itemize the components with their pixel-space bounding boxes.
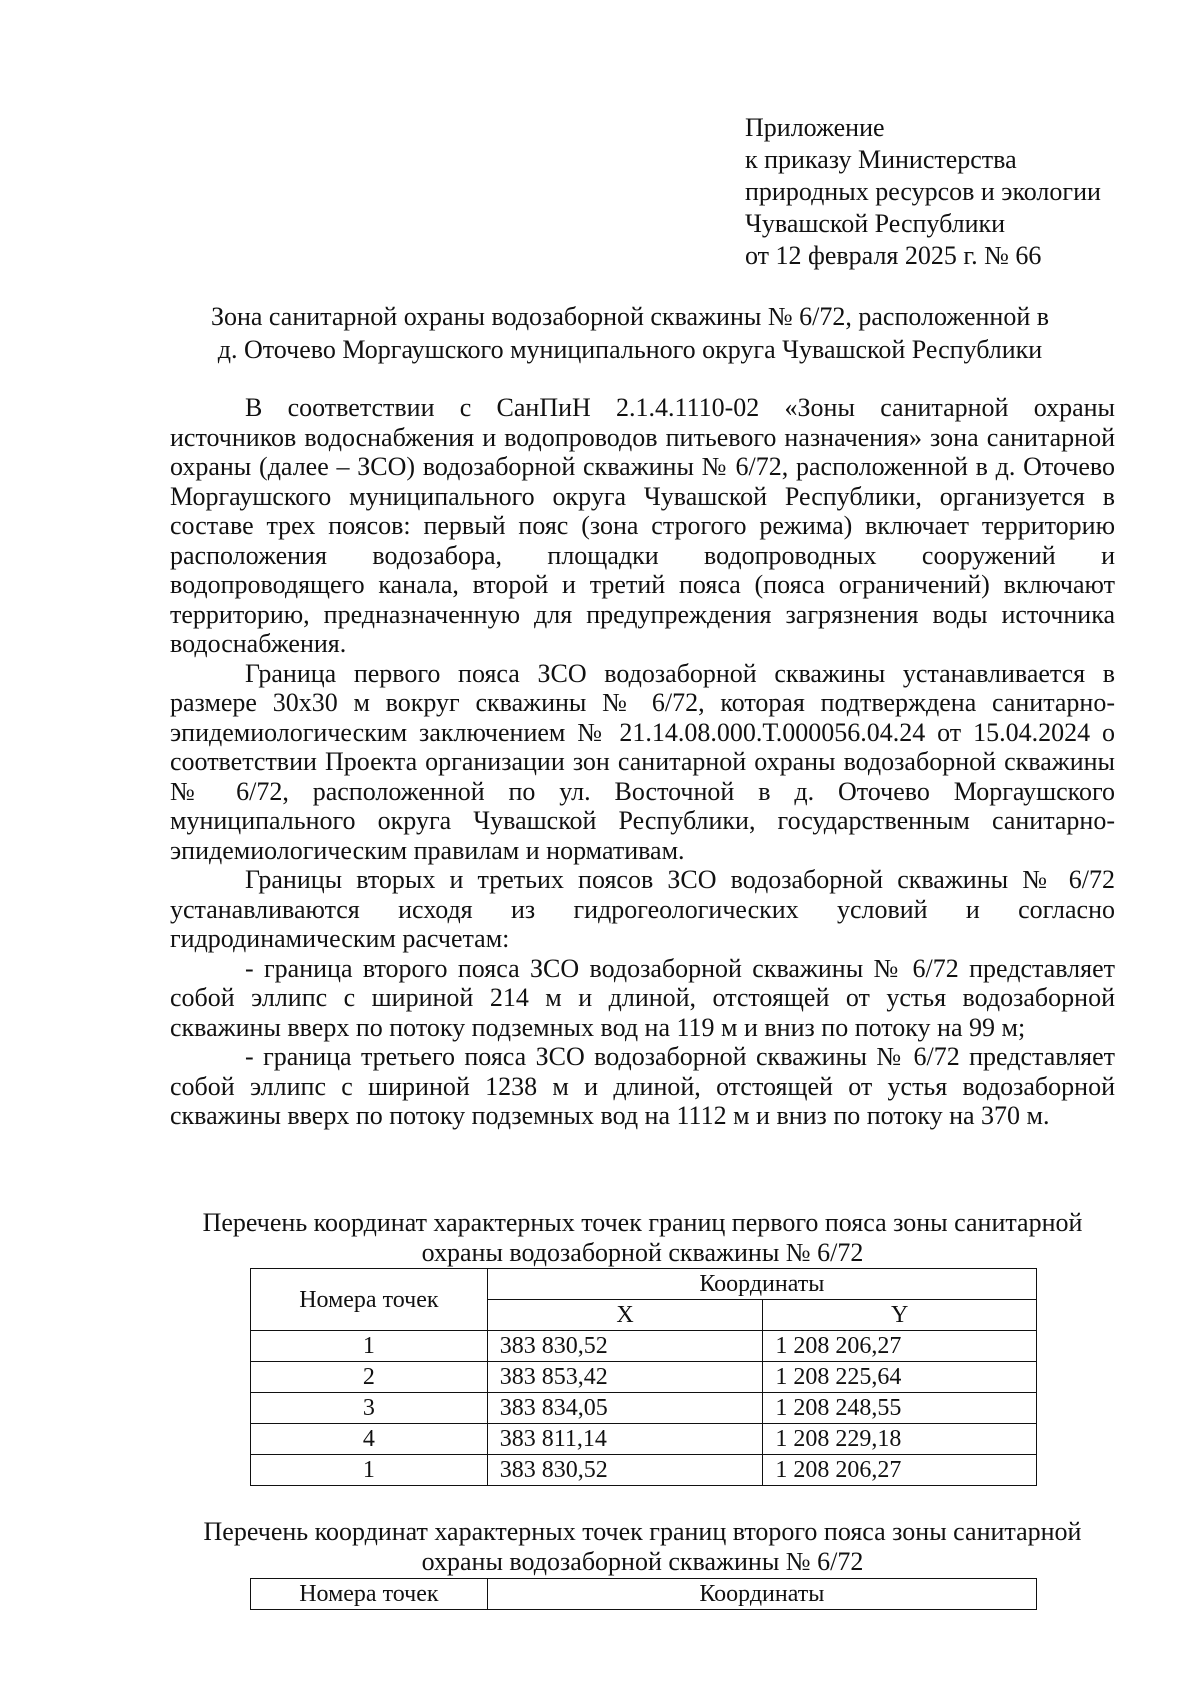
table-row bbox=[251, 1393, 1037, 1424]
coord-x: 383 811,14 bbox=[487, 1424, 763, 1455]
coord-y: 1 208 229,18 bbox=[763, 1424, 1037, 1455]
table-row bbox=[251, 1424, 1037, 1455]
table1-header-y: Y bbox=[763, 1300, 1037, 1331]
paragraph: - граница третьего пояса ЗСО водозаборной скважины № 6/72 представляет собой эллипс с шириной 1238 м и длиной, отстоящей от устья водозаборной скважины вверх по потоку подземных вод на 1112 м и вниз по потоку на 370 м. bbox=[170, 1042, 1115, 1130]
appendix-line: природных ресурсов и экологии bbox=[745, 177, 1101, 206]
appendix-block bbox=[745, 112, 1101, 272]
table2-header-points: Номера точек bbox=[251, 1579, 488, 1610]
coord-x: 383 853,42 bbox=[487, 1362, 763, 1393]
table2-coordinates bbox=[250, 1578, 1037, 1610]
table-row bbox=[251, 1362, 1037, 1393]
appendix-line: Приложение bbox=[745, 113, 885, 142]
table2-caption-line-2: охраны водозаборной скважины № 6/72 bbox=[421, 1547, 864, 1576]
body-text bbox=[170, 393, 1115, 1131]
appendix-line: от 12 февраля 2025 г. № 66 bbox=[745, 241, 1042, 270]
table-row bbox=[251, 1455, 1037, 1486]
document-title bbox=[160, 300, 1100, 366]
paragraph: Граница первого пояса ЗСО водозаборной скважины устанавливается в размере 30х30 м вокруг скважины № 6/72, которая подтверждена санитарно-эпидемиологическим заключением № 21.14.08.000.Т.000056.04.24 от 15.04.2024 о соответствии Проекта организации зон санитарной охраны водозаборной скважины № 6/72, расположенной по ул. Восточной в д. Оточево Моргаушского муниципального округа Чувашской Республики, государственным санитарно-эпидемиологическим правилам и нормативам. bbox=[170, 658, 1115, 865]
appendix-line: к приказу Министерства bbox=[745, 145, 1017, 174]
point-number: 4 bbox=[251, 1424, 488, 1455]
coord-y: 1 208 225,64 bbox=[763, 1362, 1037, 1393]
table2-caption-line-1: Перечень координат характерных точек границ второго пояса зоны санитарной bbox=[203, 1517, 1082, 1546]
coord-x: 383 830,52 bbox=[487, 1331, 763, 1362]
coord-x: 383 834,05 bbox=[487, 1393, 763, 1424]
paragraph: В соответствии с СанПиН 2.1.4.1110-02 «Зоны санитарной охраны источников водоснабжения и водопроводов питьевого назначения» зона санитарной охраны (далее – ЗСО) водозаборной скважины № 6/72, расположенной в д. Оточево Моргаушского муниципального округа Чувашской Республики, организуется в составе трех поясов: первый пояс (зона строгого режима) включает территорию расположения водозабора, площадки водопроводных сооружений и водопроводящего канала, второй и третий пояса (пояса ограничений) включают территорию, предназначенную для предупреждения загрязнения воды источника водоснабжения. bbox=[170, 393, 1115, 658]
table-row bbox=[251, 1331, 1037, 1362]
title-line-1: Зона санитарной охраны водозаборной скважины № 6/72, расположенной в bbox=[210, 302, 1050, 331]
table1-caption-line-1: Перечень координат характерных точек границ первого пояса зоны санитарной bbox=[202, 1208, 1083, 1237]
table1-header-x: X bbox=[487, 1300, 763, 1331]
table1-caption-line-2: охраны водозаборной скважины № 6/72 bbox=[421, 1238, 864, 1267]
coord-y: 1 208 248,55 bbox=[763, 1393, 1037, 1424]
table2-caption bbox=[150, 1517, 1135, 1577]
table2-header-coords: Координаты bbox=[487, 1579, 1036, 1610]
table1-caption bbox=[150, 1208, 1135, 1268]
point-number: 3 bbox=[251, 1393, 488, 1424]
table1-header-points: Номера точек bbox=[251, 1269, 488, 1331]
table1-header-coords: Координаты bbox=[487, 1269, 1036, 1300]
point-number: 2 bbox=[251, 1362, 488, 1393]
coord-x: 383 830,52 bbox=[487, 1455, 763, 1486]
paragraph: Границы вторых и третьих поясов ЗСО водозаборной скважины № 6/72 устанавливаются исходя из гидрогеологических условий и согласно гидродинамическим расчетам: bbox=[170, 865, 1115, 953]
appendix-line: Чувашской Республики bbox=[745, 209, 1006, 238]
coord-y: 1 208 206,27 bbox=[763, 1331, 1037, 1362]
coord-y: 1 208 206,27 bbox=[763, 1455, 1037, 1486]
title-line-2: д. Оточево Моргаушского муниципального округа Чувашской Республики bbox=[217, 335, 1043, 364]
table1-coordinates bbox=[250, 1268, 1037, 1486]
point-number: 1 bbox=[251, 1331, 488, 1362]
point-number: 1 bbox=[251, 1455, 488, 1486]
paragraph: - граница второго пояса ЗСО водозаборной скважины № 6/72 представляет собой эллипс с шириной 214 м и длиной, отстоящей от устья водозаборной скважины вверх по потоку подземных вод на 119 м и вниз по потоку на 99 м; bbox=[170, 953, 1115, 1042]
